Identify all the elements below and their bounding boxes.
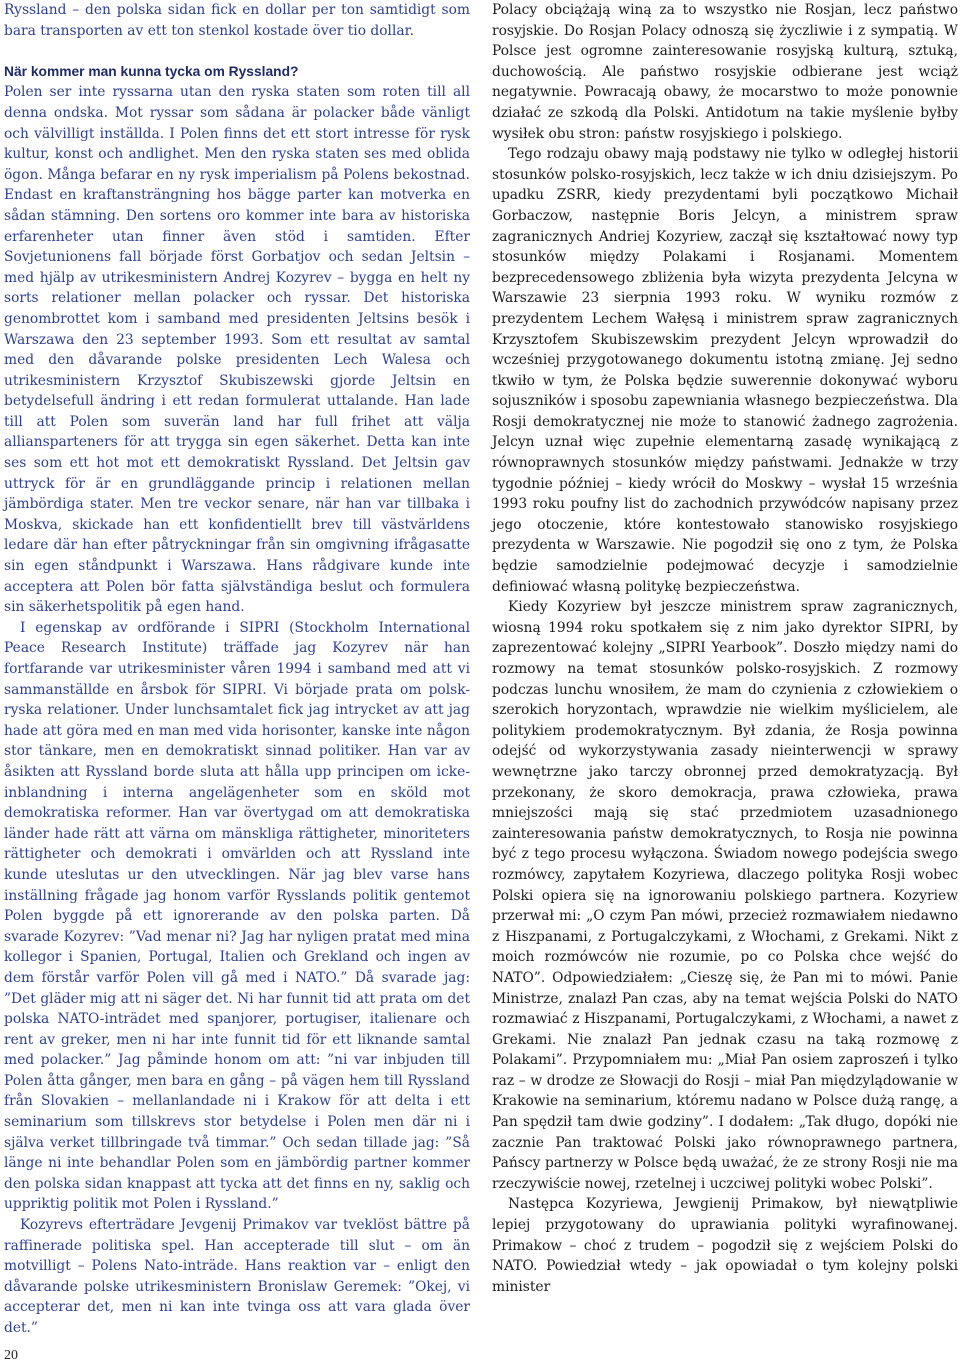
page-number: 20 xyxy=(4,1348,18,1363)
swedish-text-column xyxy=(4,0,470,1339)
body-paragraph: Tego rodzaju obawy mają podstawy nie tylko w odległej historii stosunków polsko-rosyjskich, lecz także w ich dniu dzisiejszym. Po upadku ZSRR, kiedy prezydentami byli początkowo Michaił Gorbaczow, następnie Boris Jelcyn, a ministrem spraw zagranicznych Andriej Kozyriew, zaczął się kształtować nowy typ stosunków między Polakami i Rosjanami. Momentem bezprecedensowego zbliżenia była wizyta prezydenta Jelcyna w Warszawie 23 sierpnia 1993 roku. W wyniku rozmów z prezydentem Lechem Wałęsą i ministrem spraw zagranicznych Krzysztofem Skubiszewskim prezydent Jelcyn wprowadził do wcześniej przygotowanego dokumentu istotną zmianę. Jej sedno tkwiło w tym, że Polska będzie suwerennie dokonywać wyboru sojuszników i sposobu zapewniania własnego bezpieczeństwa. Dla Rosji demokratycznej nie może to stanowić żadnego zagrożenia. Jelcyn uznał więc zupełnie elementarną zasadę wynikającą z równoprawnych stosunków między państwami. Jednakże w trzy tygodnie później – kiedy wrócił do Moskwy – wysłał 15 września 1993 roku poufny list do zachodnich przywódców napisany przez jego otoczenie, które kontestowało stanowisko rosyjskiego prezydenta w Warszawie. Nie pogodził się ono z tym, że Polska będzie samodzielnie podejmować decyzje i samodzielnie definiować własną politykę bezpieczeństwa. xyxy=(492,146,958,595)
section-spacer xyxy=(4,41,470,62)
body-paragraph: Kiedy Kozyriew był jeszcze ministrem spraw zagranicznych, wiosną 1994 roku spotkałem się z nim jako dyrektor SIPRI, by zaprezentować kolejny „SIPRI Yearbook”. Doszło między nami do rozmowy na temat stosunków polsko-rosyjskich. Z rozmowy podczas lunchu wnosiłem, że mam do czynienia z człowiekiem o szerokich horyzontach, wprawdzie nie wielkim myślicielem, ale politykiem prodemokratycznym. Był zdania, że Rosja powinna odejść od wykorzystywania zasady nieinterwencji w sprawy wewnętrzne jako tarczy obronnej przed demokratyzacją. Był przekonany, że skoro demokracja, prawa człowieka, prawa mniejszości mają się stać przedmiotem uzasadnionego zainteresowania państw demokratycznych, to Rosja nie powinna być z tego procesu wyłączona. Świadom nowego podejścia swego rozmówcy, zapytałem Kozyriewa, dlaczego polityka Rosji wobec Polski opiera się na ignorowaniu polskiego partnera. Kozyriew przerwał mi: „O czym Pan mówi, przecież rozmawiałem niedawno z Hiszpanami, z Portugalczykami, z Włochami, z Grekami. Nikt z moich rozmówców nie rozumie, po co Polska chce wejść do NATO”. Odpowiedziałem: „Cieszę się, że Pan mi to mówi. Panie Ministrze, znalazł Pan czas, aby na temat wejścia Polski do NATO rozmawiać z Hiszpanami, Portugalczykami, z Włochami, a nawet z Grekami. Nie znalazł Pan jednak czasu na taką rozmowę z Polakami”. Przypomniałem mu: „Miał Pan osiem zaproszeń i tylko raz – w drodze ze Słowacji do Rosji – miał Pan międzylądowanie w Krakowie na seminarium, któremu nadano w Polsce dużą rangę, a Pan spędził tam dwie godziny”. I dodałem: „Tak długo, dopóki nie zacznie Pan traktować Polski jako równoprawnego partnera, Pańscy partnerzy w Polsce będą uważać, że ze strony Rosji nie ma rzeczywiście nowej, rzetelnej i uczciwej polityki wobec Polski”. xyxy=(492,599,958,1192)
section-heading: När kommer man kunna tycka om Ryssland? xyxy=(4,63,299,79)
body-paragraph: Polacy obciążają winą za to wszystko nie Rosjan, lecz państwo rosyjskie. Do Rosjan Polacy odnoszą się życzliwie i z sympatią. W Polsce jest ogromne zainteresowanie rosyjską kulturą, sztuką, duchowością. Ale państwo rosyjskie odbierane jest wciąż negatywnie. Powracają obawy, że mocarstwo to może ponownie działać ze szkodą dla Polski. Antidotum na takie myślenie byłby wysiłek obu stron: państw rosyjskiego i polskiego. xyxy=(492,2,958,142)
polish-text-column xyxy=(492,0,958,1297)
body-paragraph: Polen ser inte ryssarna utan den ryska staten som roten till all denna ondska. Mot ryssar som sådana är polacker både vänligt och välvilligt inställda. I Polen finns det ett stort intresse för rysk kultur, konst och andlighet. Men den ryska staten ses med oblida ögon. Många befarar en ny rysk imperialism på Polens bekostnad. Endast en kraftansträngning hos bägge parter kan motverka en sådan stämning. Den sortens oro kommer inte bara av historiska erfarenheter utan finner även stöd i samtiden. Efter Sovjetunionens fall började först Gorbatjov och sedan Jeltsin – med hjälp av utrikesministern Andrej Kozyrev – bygga en helt ny sorts relationer mellan polacker och ryssar. Det historiska genombrottet kom i samband med presidenten Jeltsins besök i Warszawa den 23 september 1993. Som ett resultat av samtal med den dåvarande polske presidenten Lech Walesa och utrikesministern Krzysztof Skubiszewski gjorde Jeltsin en betydelsefull ändring i ett redan formulerat uttalande. Han lade till att Polen som suverän land har full frihet att välja alliansparteners för att trygga sin egen säkerhet. Detta kan inte ses som ett hot mot ett demokratiskt Ryssland. Det Jeltsin gav uttryck för är en grundläggande princip i relationen mellan jämbördiga stater. Men tre veckor senare, när han var tillbaka i Moskva, skickade han ett konfidentiellt brev till västvärldens ledare där han efter påtryckningar från sin omgivning ifrågasatte sin egen ståndpunkt i Warszawa. Hans rådgivare kunde inte acceptera att Polen bör fatta självständiga beslut och formulera sin säkerhetspolitik på egen hand. xyxy=(4,84,470,616)
intro-paragraph: Ryssland – den polska sidan fick en dollar per ton samtidigt som bara transporten av ett ton stenkol kostade över tio dollar. xyxy=(4,2,470,39)
body-paragraph: Następca Kozyriewa, Jewgienij Primakow, był niewątpliwie lepiej przygotowany do uprawiania polityki wyrafinowanej. Primakow – choć z trudem – pogodził się z wejściem Polski do NATO. Powiedział wtedy – jak opowiadał o tym kolejny polski minister xyxy=(492,1196,958,1295)
body-paragraph: Kozyrevs efterträdare Jevgenij Primakov var tveklöst bättre på raffinerade politiska spel. Han accepterade till slut – om än motvilligt – Polens Nato-inträde. Hans reaktion var – enligt den dåvarande polske utrikesministern Bronislaw Geremek: ”Okej, vi accepterar det, men ni kan inte tvinga oss att vara glada över det.” xyxy=(4,1217,470,1336)
body-paragraph: I egenskap av ordförande i SIPRI (Stockholm International Peace Research Institute) träffade jag Kozyrev när han fortfarande var utrikesminister våren 1994 i samband med att vi sammanställde en årsbok för SIPRI. Vi började prata om polsk-ryska relationer. Under lunchsamtalet fick jag intrycket av att jag hade att göra med en man med vida horisonter, kanske inte någon stor tänkare, men en demokratiskt sinnad politiker. Han var av åsikten att Ryssland borde sluta att hålla upp principen om icke-inblandning i interna angelägenheter som en sköld mot demokratiska reformer. Han var övertygad om att demokratiska länder hade rätt att värna om mänskliga rättigheter, minoriteters rättigheter och demokrati i omvärlden och att Ryssland inte kunde uteslutas ur den utvecklingen. När jag blev varse hans inställning frågade jag honom varför Rysslands politik gentemot Polen byggde på ett ignorerande av den polska parten. Då svarade Kozyrev: ”Vad menar ni? Jag har nyligen pratat med mina kollegor i Spanien, Portugal, Italien och Grekland och ingen av dem förstår varför Polen vill gå med i NATO.” Då svarade jag: ”Det gläder mig att ni säger det. Ni har funnit tid att prata om det polska NATO-inträdet med spanjorer, portugiser, italienare och rent av greker, men ni har inte funnit tid för ett liknande samtal med polacker.” Jag påminde honom om att: ”ni var inbjuden till Polen åtta gånger, men bara en gång – på vägen hem till Ryssland från Slovakien – mellanlandade ni i Krakow för att delta i ett seminarium som tillskrevs stor betydelse i Polen men där ni i själva verket tillbringade två timmar.” Och sedan tillade jag: ”Så länge ni inte behandlar Polen som en jämbördig partner kommer den polska sidan knappast att tycka att det finns en ny, saklig och uppriktig politik mot Polen i Ryssland.” xyxy=(4,619,470,1213)
